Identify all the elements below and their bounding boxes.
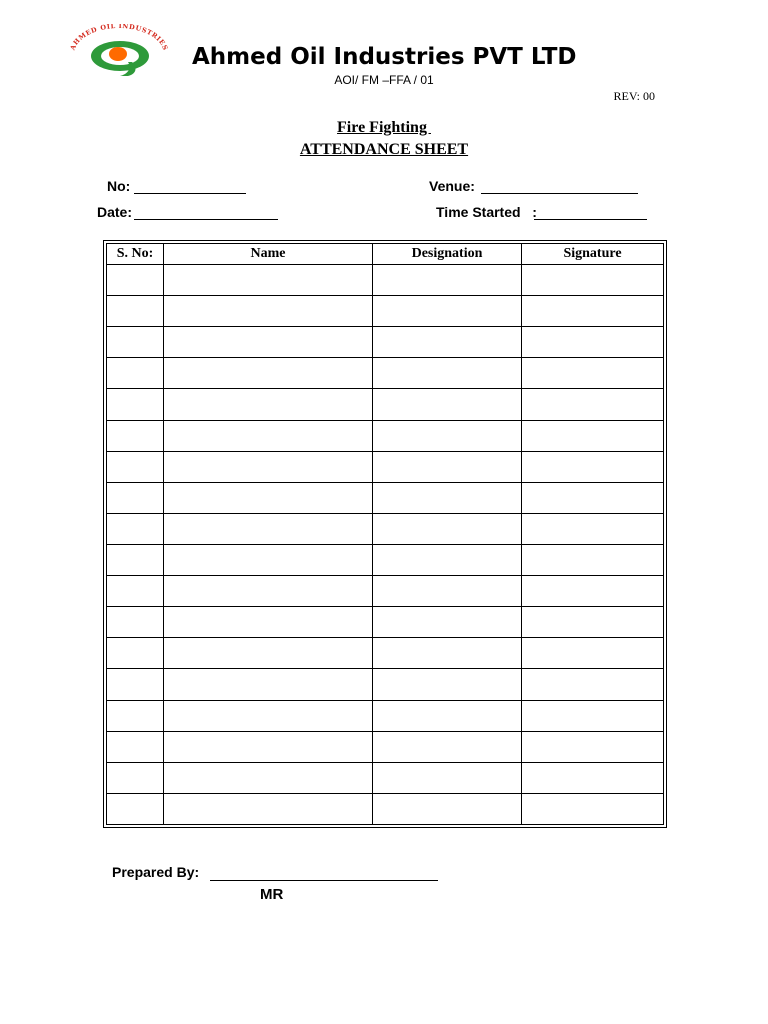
designation-cell[interactable] — [373, 576, 522, 607]
column-header-signature: Signature — [522, 244, 664, 265]
column-header-designation: Designation — [373, 244, 522, 265]
table-row — [107, 265, 664, 296]
signature-cell[interactable] — [522, 762, 664, 793]
name-cell[interactable] — [164, 451, 373, 482]
no-label: No: — [107, 178, 131, 194]
sno-cell[interactable] — [107, 638, 164, 669]
sno-cell[interactable] — [107, 793, 164, 824]
name-cell[interactable] — [164, 762, 373, 793]
designation-cell[interactable] — [373, 451, 522, 482]
table-row — [107, 576, 664, 607]
table-row — [107, 513, 664, 544]
name-cell[interactable] — [164, 296, 373, 327]
table-row — [107, 700, 664, 731]
name-cell[interactable] — [164, 576, 373, 607]
sno-cell[interactable] — [107, 544, 164, 575]
designation-cell[interactable] — [373, 420, 522, 451]
sno-cell[interactable] — [107, 762, 164, 793]
designation-cell[interactable] — [373, 762, 522, 793]
signature-cell[interactable] — [522, 669, 664, 700]
sno-cell[interactable] — [107, 358, 164, 389]
name-cell[interactable] — [164, 389, 373, 420]
name-cell[interactable] — [164, 700, 373, 731]
attendance-table-body — [107, 265, 664, 825]
sno-cell[interactable] — [107, 576, 164, 607]
document-reference: AOI/ FM –FFA / 01 — [334, 73, 434, 87]
signature-cell[interactable] — [522, 576, 664, 607]
signature-cell[interactable] — [522, 513, 664, 544]
signature-cell[interactable] — [522, 638, 664, 669]
table-row — [107, 451, 664, 482]
designation-cell[interactable] — [373, 482, 522, 513]
designation-cell[interactable] — [373, 296, 522, 327]
name-cell[interactable] — [164, 638, 373, 669]
designation-cell[interactable] — [373, 700, 522, 731]
sno-cell[interactable] — [107, 669, 164, 700]
no-field[interactable] — [134, 193, 246, 194]
sno-cell[interactable] — [107, 451, 164, 482]
signature-cell[interactable] — [522, 420, 664, 451]
table-header-row — [107, 244, 664, 265]
table-row — [107, 482, 664, 513]
date-field[interactable] — [134, 219, 278, 220]
name-cell[interactable] — [164, 327, 373, 358]
table-row — [107, 389, 664, 420]
sno-cell[interactable] — [107, 389, 164, 420]
sno-cell[interactable] — [107, 731, 164, 762]
signature-cell[interactable] — [522, 358, 664, 389]
table-row — [107, 793, 664, 824]
signature-cell[interactable] — [522, 700, 664, 731]
sno-cell[interactable] — [107, 327, 164, 358]
designation-cell[interactable] — [373, 638, 522, 669]
name-cell[interactable] — [164, 358, 373, 389]
attendance-table — [106, 243, 664, 825]
designation-cell[interactable] — [373, 669, 522, 700]
name-cell[interactable] — [164, 793, 373, 824]
signature-cell[interactable] — [522, 607, 664, 638]
company-logo — [68, 24, 170, 82]
name-cell[interactable] — [164, 544, 373, 575]
attendance-table-frame — [103, 240, 667, 828]
table-row — [107, 296, 664, 327]
signature-cell[interactable] — [522, 451, 664, 482]
sno-cell[interactable] — [107, 265, 164, 296]
name-cell[interactable] — [164, 731, 373, 762]
time-started-label: Time Started : — [436, 204, 537, 220]
company-name: Ahmed Oil Industries PVT LTD — [192, 44, 577, 70]
table-row — [107, 731, 664, 762]
designation-cell[interactable] — [373, 607, 522, 638]
table-row — [107, 638, 664, 669]
prepared-by-label: Prepared By: — [112, 864, 200, 880]
sno-cell[interactable] — [107, 482, 164, 513]
designation-cell[interactable] — [373, 358, 522, 389]
table-row — [107, 544, 664, 575]
table-row — [107, 607, 664, 638]
designation-cell[interactable] — [373, 731, 522, 762]
revision-number: REV: 00 — [613, 89, 655, 103]
sno-cell[interactable] — [107, 607, 164, 638]
signature-cell[interactable] — [522, 296, 664, 327]
signature-cell[interactable] — [522, 731, 664, 762]
designation-cell[interactable] — [373, 389, 522, 420]
name-cell[interactable] — [164, 513, 373, 544]
column-header-name: Name — [164, 244, 373, 265]
designation-cell[interactable] — [373, 793, 522, 824]
name-cell[interactable] — [164, 482, 373, 513]
table-row — [107, 420, 664, 451]
signature-cell[interactable] — [522, 265, 664, 296]
sno-cell[interactable] — [107, 513, 164, 544]
designation-cell[interactable] — [373, 327, 522, 358]
sno-cell[interactable] — [107, 700, 164, 731]
name-cell[interactable] — [164, 420, 373, 451]
date-label: Date: — [97, 204, 133, 220]
signature-cell[interactable] — [522, 482, 664, 513]
sheet-title-line2: ATTENDANCE SHEET — [299, 141, 469, 158]
signature-cell[interactable] — [522, 544, 664, 575]
signature-cell[interactable] — [522, 389, 664, 420]
company-logo-icon — [68, 24, 170, 82]
svg-text:AHMED OIL INDUSTRIES: AHMED OIL INDUSTRIES — [68, 24, 170, 52]
table-row — [107, 327, 664, 358]
sheet-title-line1: Fire Fighting — [337, 119, 431, 136]
sno-cell[interactable] — [107, 296, 164, 327]
name-cell[interactable] — [164, 669, 373, 700]
designation-cell[interactable] — [373, 544, 522, 575]
signature-cell[interactable] — [522, 327, 664, 358]
prepared-by-field[interactable] — [210, 880, 438, 881]
table-row — [107, 762, 664, 793]
designation-cell[interactable] — [373, 513, 522, 544]
name-cell[interactable] — [164, 607, 373, 638]
venue-label: Venue: — [429, 178, 475, 194]
column-header-sno: S. No: — [107, 244, 164, 265]
table-row — [107, 358, 664, 389]
venue-field[interactable] — [481, 193, 638, 194]
signature-cell[interactable] — [522, 793, 664, 824]
prepared-by-role: MR — [260, 886, 284, 903]
sno-cell[interactable] — [107, 420, 164, 451]
table-row — [107, 669, 664, 700]
name-cell[interactable] — [164, 265, 373, 296]
designation-cell[interactable] — [373, 265, 522, 296]
time-started-field[interactable] — [534, 219, 647, 220]
